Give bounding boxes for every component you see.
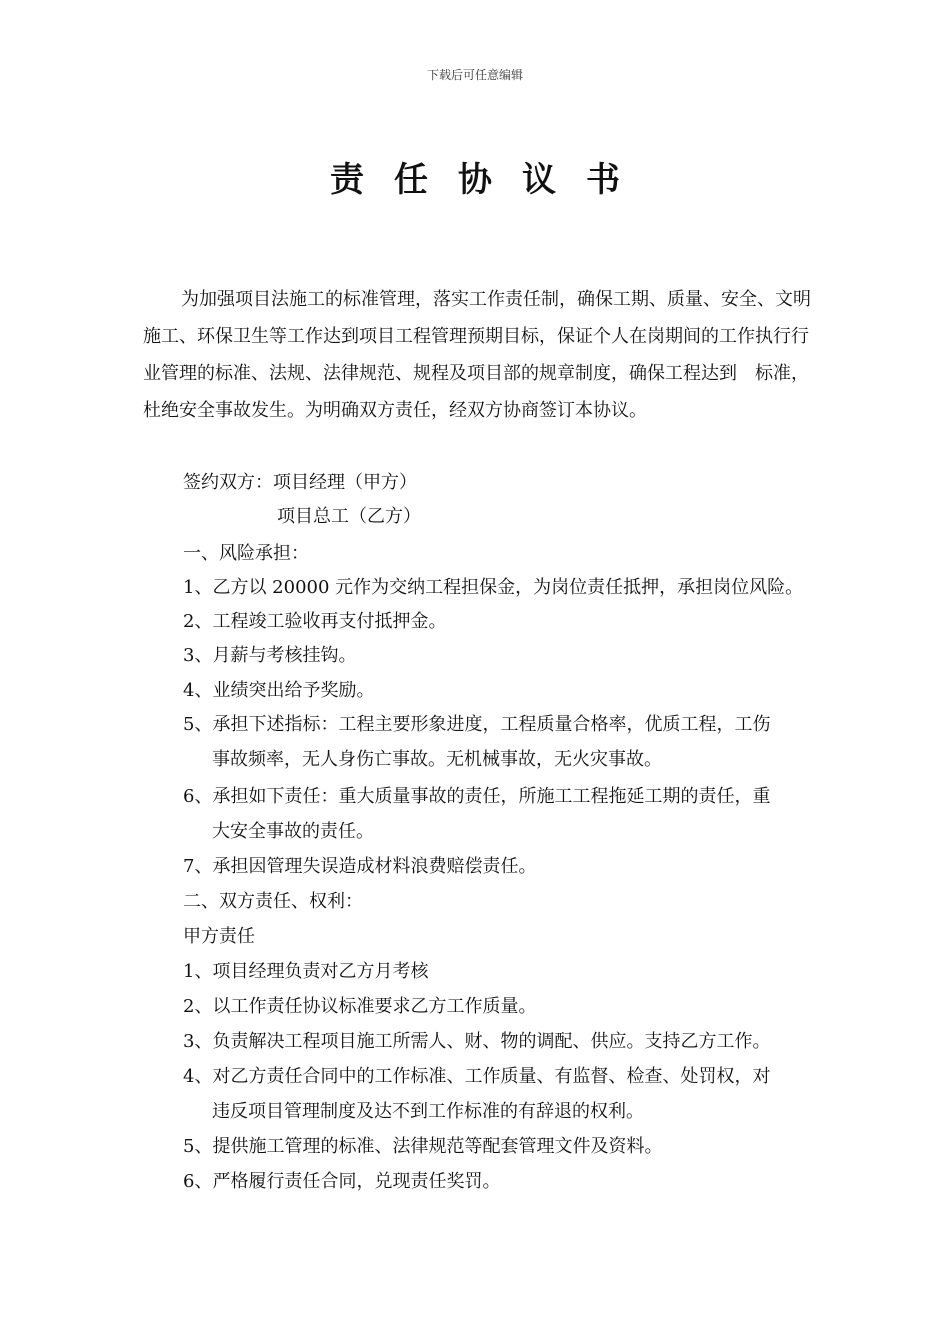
list-item: 6、承担如下责任：重大质量事故的责任，所施工工程拖延工期的责任，重 <box>183 786 771 807</box>
list-item: 4、对乙方责任合同中的工作标准、工作质量、有监督、检查、处罚权，对 <box>183 1066 771 1087</box>
list-item-continuation: 违反项目管理制度及达不到工作标准的有辞退的权利。 <box>212 1101 644 1122</box>
list-item: 3、负责解决工程项目施工所需人、财、物的调配、供应。支持乙方工作。 <box>183 1031 771 1052</box>
intro-paragraph: 为加强项目法施工的标准管理，落实工作责任制，确保工期、质量、安全、文明施工、环保卫生等工作达到项目工程管理预期目标，保证个人在岗期间的工作执行行业管理的标准、法规、法律规范、规程及项目部的规章制度，确保工程达到 标准，杜绝安全事故发生。为明确双方责任，经双方协商签订本协议。 <box>143 289 811 421</box>
list-item: 6、严格履行责任合同，兑现责任奖罚。 <box>183 1171 501 1192</box>
parties-line-1: 签约双方：项目经理（甲方） <box>183 472 417 493</box>
list-item: 7、承担因管理失误造成材料浪费赔偿责任。 <box>183 856 537 877</box>
section2-subheading: 甲方责任 <box>183 926 255 947</box>
section1-heading: 一、风险承担： <box>183 543 309 564</box>
list-item: 5、提供施工管理的标准、法律规范等配套管理文件及资料。 <box>183 1136 663 1157</box>
list-item: 2、以工作责任协议标准要求乙方工作质量。 <box>183 996 537 1017</box>
list-item: 1、项目经理负责对乙方月考核 <box>183 961 429 982</box>
list-item: 4、业绩突出给予奖励。 <box>183 680 375 701</box>
list-item: 1、乙方以 20000 元作为交纳工程担保金，为岗位责任抵押，承担岗位风险。 <box>183 577 804 598</box>
list-item-continuation: 大安全事故的责任。 <box>212 821 374 842</box>
list-item-continuation: 事故频率，无人身伤亡事故。无机械事故，无火灾事故。 <box>212 749 662 770</box>
document-title: 责任协议书 <box>330 160 650 200</box>
parties-line-2: 项目总工（乙方） <box>277 506 421 527</box>
header-note: 下载后可任意编辑 <box>426 68 523 82</box>
section2-heading: 二、双方责任、权利： <box>183 891 363 912</box>
list-item: 2、工程竣工验收再支付抵押金。 <box>183 611 447 632</box>
list-item: 5、承担下述指标：工程主要形象进度，工程质量合格率，优质工程，工伤 <box>183 714 771 735</box>
list-item: 3、月薪与考核挂钩。 <box>183 645 357 666</box>
